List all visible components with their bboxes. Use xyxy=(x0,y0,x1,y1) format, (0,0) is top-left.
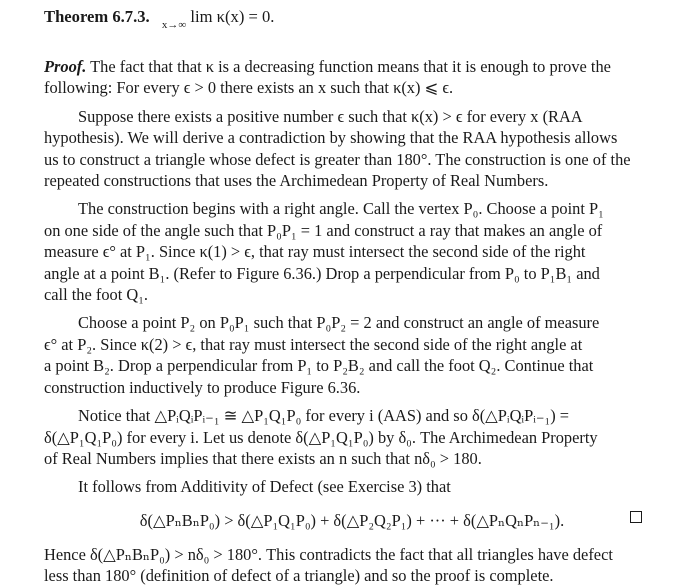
proof-p1-line-1: The fact that that κ is a decreasing function means that it is enough to prove the xyxy=(90,57,611,76)
proof-paragraph-6 xyxy=(44,476,660,497)
proof-paragraph-4 xyxy=(44,312,660,398)
proof-paragraph-1 xyxy=(44,56,660,99)
proof-p3-line-3: measure ϵ° at P₁. Since κ(1) > ϵ, that ray must intersect the second side of the right xyxy=(44,242,586,262)
proof-paragraph-3 xyxy=(44,198,660,305)
theorem-label: Theorem 6.7.3. xyxy=(44,7,150,26)
defect-equation: δ(△PₙBₙP₀) > δ(△P₁Q₁P₀) + δ(△P₂Q₂P₁) + ··· + δ(△PₙQₙPₙ₋₁). xyxy=(139,510,565,530)
proof-p3-line-2: on one side of the angle such that P₀P₁ = 1 and construct a ray that makes an angle of xyxy=(44,220,603,240)
proof-p2-line-3: us to construct a triangle whose defect is greater than 180°. The construction is one of the xyxy=(44,149,631,169)
proof-p2-line-2: hypothesis). We will derive a contradiction by showing that the RAA hypothesis allows xyxy=(44,128,618,148)
theorem-limit-subscript: x→∞ xyxy=(161,19,187,31)
theorem-heading xyxy=(44,6,660,36)
proof-p4-line-2: ϵ° at P₂. Since κ(2) > ϵ, that ray must intersect the second side of the right angle at xyxy=(44,334,583,354)
proof-p2-line-4: repeated constructions that uses the Archimedean Property of Real Numbers. xyxy=(44,171,549,191)
proof-paragraph-2 xyxy=(44,106,660,192)
proof-p7-line-2: less than 180° (definition of defect of a triangle) and so the proof is complete. xyxy=(44,566,554,586)
proof-label: Proof. xyxy=(44,57,87,76)
proof-p3-line-5: call the foot Q₁. xyxy=(44,285,149,305)
proof-p7-line-1: Hence δ(△PₙBₙP₀) > nδ₀ > 180°. This contradicts the fact that all triangles have defect xyxy=(44,544,613,564)
proof-p1-line-2: following: For every ϵ > 0 there exists an x such that κ(x) ⩽ ϵ. xyxy=(44,78,454,98)
proof-p2-line-1: Suppose there exists a positive number ϵ such that κ(x) > ϵ for every x (RAA xyxy=(78,106,583,126)
proof-p4-line-1: Choose a point P₂ on P₀P₁ such that P₀P₂ = 2 and construct an angle of measure xyxy=(78,313,600,333)
proof-p3-line-1: The construction begins with a right angle. Call the vertex P₀. Choose a point P₁ xyxy=(78,199,604,219)
proof-p3-line-4: angle at a point B₁. (Refer to Figure 6.36.) Drop a perpendicular from P₀ to P₁B₁ and xyxy=(44,263,600,283)
proof-p5-line-2: δ(△P₁Q₁P₀) for every i. Let us denote δ(△P₁Q₁P₀) by δ₀. The Archimedean Property xyxy=(44,427,598,447)
proof-paragraph-7 xyxy=(44,544,660,587)
proof-p4-line-4: construction inductively to produce Figure 6.36. xyxy=(44,377,361,397)
proof-p4-line-3: a point B₂. Drop a perpendicular from P₁ to P₂B₂ and call the foot Q₂. Continue that xyxy=(44,356,594,376)
theorem-statement: lim κ(x) = 0. xyxy=(190,7,275,26)
proof-paragraph-5 xyxy=(44,405,660,469)
proof-p6-line-1: It follows from Additivity of Defect (see Exercise 3) that xyxy=(78,477,451,497)
proof-p5-line-1: Notice that △PᵢQᵢPᵢ₋₁ ≅ △P₁Q₁P₀ for every i (AAS) and so δ(△PᵢQᵢPᵢ₋₁) = xyxy=(78,406,570,426)
qed-box-icon xyxy=(630,511,642,523)
proof-p5-line-3: of Real Numbers implies that there exists an n such that nδ₀ > 180. xyxy=(44,448,482,468)
